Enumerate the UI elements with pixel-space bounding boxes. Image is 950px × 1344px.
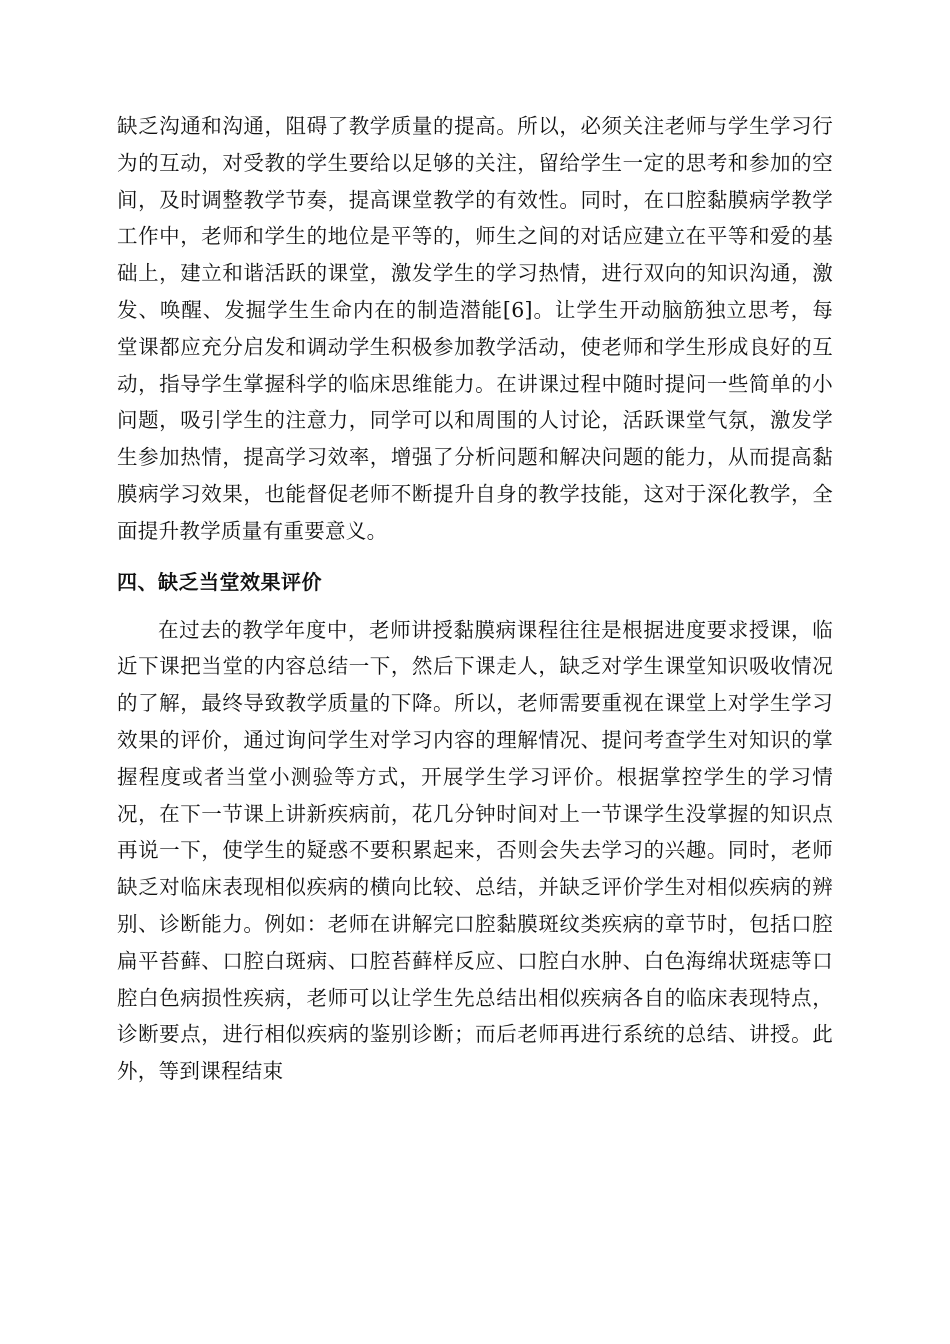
body-paragraph: 在过去的教学年度中，老师讲授黏膜病课程往往是根据进度要求授课，临近下课把当堂的内容总结一下，然后下课走人，缺乏对学生课堂知识吸收情况的了解，最终导致教学质量的下降。所以，老师需要重视在课堂上对学生学习效果的评价，通过询问学生对学习内容的理解情况、提问考查学生对知识的掌握程度或者当堂小测验等方式，开展学生学习评价。根据掌控学生的学习情况，在下一节课上讲新疾病前，花几分钟时间对上一节课学生没掌握的知识点再说一下，使学生的疑惑不要积累起来，否则会失去学习的兴趣。同时，老师缺乏对临床表现相似疾病的横向比较、总结，并缺乏评价学生对相似疾病的辨别、诊断能力。例如：老师在讲解完口腔黏膜斑纹类疾病的章节时，包括口腔扁平苔藓、口腔白斑病、口腔苔藓样反应、口腔白水肿、白色海绵状斑痣等口腔白色病损性疾病，老师可以让学生先总结出相似疾病各自的临床表现特点，诊断要点，进行相似疾病的鉴别诊断；而后老师再进行系统的总结、讲授。此外，等到课程结束 bbox=[117, 617, 833, 1084]
section-heading: 四、缺乏当堂效果评价 bbox=[117, 569, 322, 594]
document-body bbox=[117, 108, 833, 1090]
body-paragraph: 缺乏沟通和沟通，阻碍了教学质量的提高。所以，必须关注老师与学生学习行为的互动，对受教的学生要给以足够的关注，留给学生一定的思考和参加的空间，及时调整教学节奏，提高课堂教学的有效性。同时，在口腔黏膜病学教学工作中，老师和学生的地位是平等的，师生之间的对话应建立在平等和爱的基础上，建立和谐活跃的课堂，激发学生的学习热情，进行双向的知识沟通，激发、唤醒、发掘学生生命内在的制造潜能[6]。让学生开动脑筋独立思考，每堂课都应充分启发和调动学生积极参加教学活动，使老师和学生形成良好的互动，指导学生掌握科学的临床思维能力。在讲课过程中随时提问一些简单的小问题，吸引学生的注意力，同学可以和周围的人讨论，活跃课堂气氛，激发学生参加热情，提高学习效率，增强了分析问题和解决问题的能力，从而提高黏膜病学习效果，也能督促老师不断提升自身的教学技能，这对于深化教学，全面提升教学质量有重要意义。 bbox=[117, 114, 833, 543]
